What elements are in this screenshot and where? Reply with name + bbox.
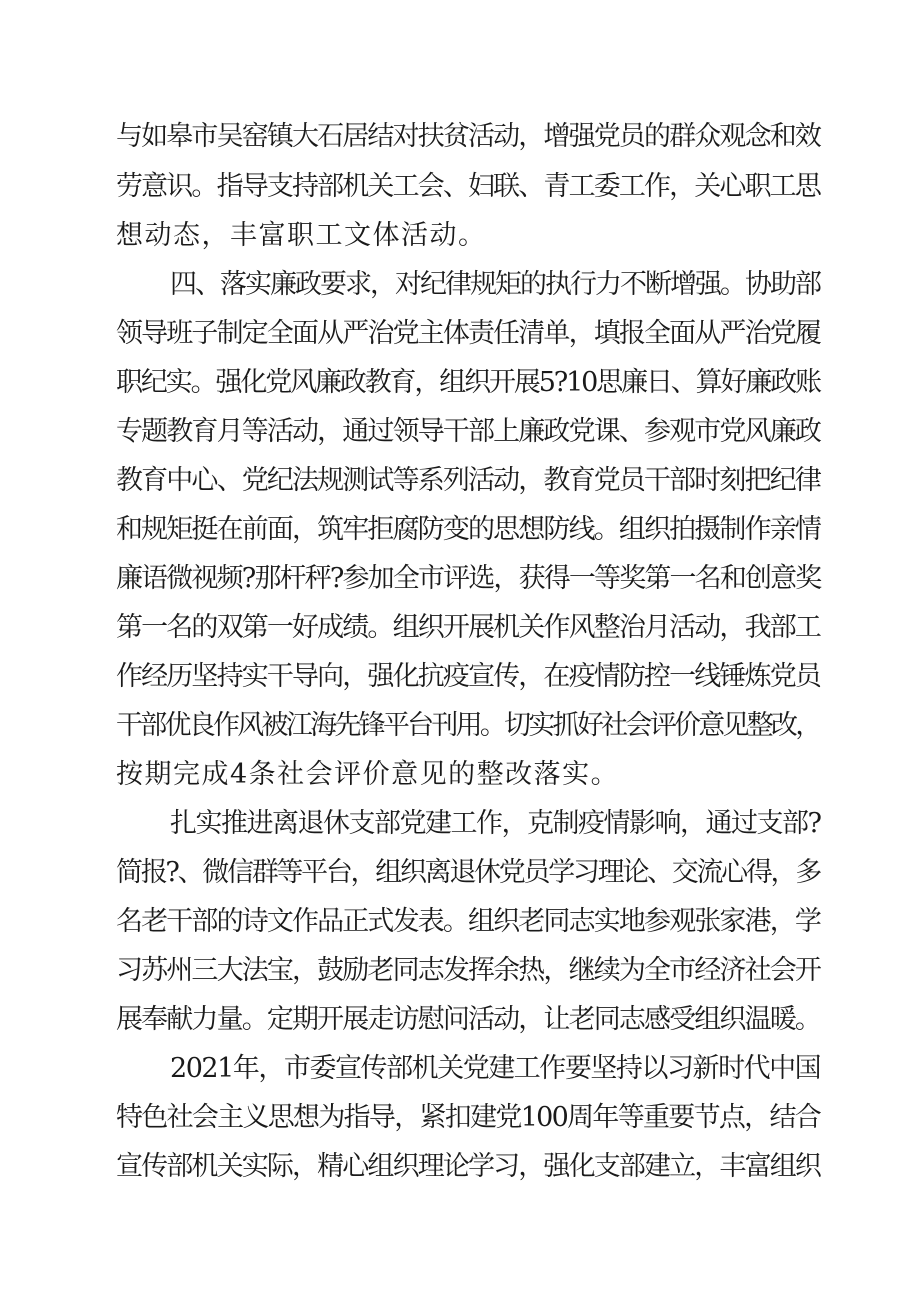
text-line: 与如皋市吴窑镇大石居结对扶贫活动，增强党员的群众观念和效 <box>116 121 820 152</box>
text-line: 教育中心、党纪法规测试等系列活动，教育党员干部时刻把纪律 <box>116 465 820 496</box>
text-line: 干部优良作风被江海先锋平台刊用。切实抓好社会评价意见整改， <box>116 710 820 741</box>
text-line: 职纪实。强化党风廉政教育，组织开展5?10思廉日、算好廉政账 <box>116 367 821 398</box>
paragraph-first-line: 四、落实廉政要求，对纪律规矩的执行力不断增强。协助部 <box>170 269 820 300</box>
text-line: 想动态，丰富职工文体活动。 <box>116 220 487 251</box>
text-line: 和规矩挺在前面，筑牢拒腐防变的思想防线。组织拍摄制作亲情 <box>116 514 820 545</box>
text-line: 劳意识。指导支持部机关工会、妇联、青工委工作，关心职工思 <box>116 171 820 202</box>
text-line: 按期完成4条社会评价意见的整改落实。 <box>116 759 620 790</box>
text-line: 展奉献力量。定期开展走访慰问活动，让老同志感受组织温暖。 <box>116 1004 820 1035</box>
text-line: 作经历坚持实干导向，强化抗疫宣传，在疫情防控一线锤炼党员 <box>116 661 820 692</box>
text-line: 领导班子制定全面从严治党主体责任清单，填报全面从严治党履 <box>116 318 820 349</box>
text-line: 特色社会主义思想为指导，紧扣建党100周年等重要节点，结合 <box>116 1102 821 1133</box>
text-line: 专题教育月等活动，通过领导干部上廉政党课、参观市党风廉政 <box>116 416 820 447</box>
text-line: 名老干部的诗文作品正式发表。组织老同志实地参观张家港，学 <box>116 906 820 937</box>
paragraph-first-line: 2021年，市委宣传部机关党建工作要坚持以习新时代中国 <box>170 1053 821 1084</box>
paragraph-first-line: 扎实推进离退休支部党建工作，克制疫情影响，通过支部? <box>170 808 821 839</box>
text-line: 宣传部机关实际，精心组织理论学习，强化支部建立，丰富组织 <box>116 1151 820 1182</box>
text-line: 廉语微视频?那杆秤?参加全市评选，获得一等奖第一名和创意奖 <box>116 563 821 594</box>
text-line: 简报?、微信群等平台，组织离退休党员学习理论、交流心得，多 <box>116 857 820 888</box>
text-line: 习苏州三大法宝，鼓励老同志发挥余热，继续为全市经济社会开 <box>116 955 820 986</box>
text-line: 第一名的双第一好成绩。组织开展机关作风整治月活动，我部工 <box>116 612 820 643</box>
